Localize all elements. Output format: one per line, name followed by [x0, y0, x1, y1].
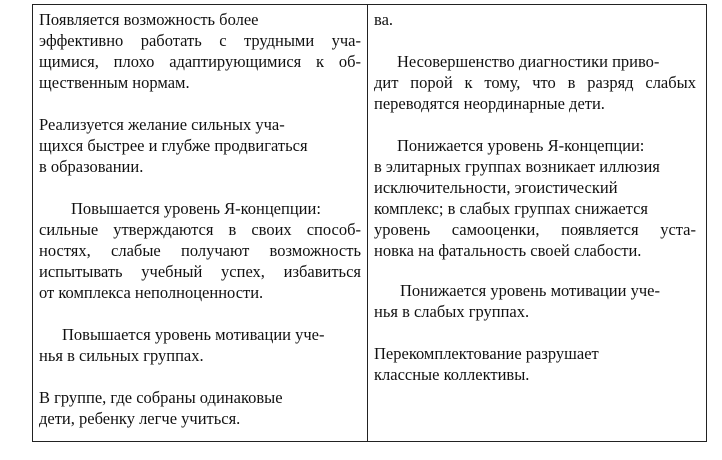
text-line: щественным нормам. — [39, 73, 190, 92]
text-line: уровень самооценки, появляется уста- — [374, 220, 696, 239]
text-line: Повышается уровень Я-концепции: — [71, 199, 321, 218]
text-line: переводятся неординарные дети. — [374, 94, 605, 113]
comparison-table — [32, 4, 707, 442]
text-line: дети, ребенку легче учиться. — [39, 409, 241, 428]
right-paragraph-4 — [374, 280, 696, 322]
text-line: нья в слабых группах. — [374, 302, 530, 321]
left-paragraph-2 — [39, 114, 361, 177]
right-paragraph-5 — [374, 343, 696, 385]
text-line: Понижается уровень мотивации уче- — [400, 281, 660, 300]
text-line: щихся быстрее и глубже продвигаться — [39, 136, 308, 155]
left-column — [33, 5, 368, 441]
text-line: В группе, где собраны одинаковые — [39, 388, 283, 407]
text-line: дит порой к тому, что в разряд слабых — [374, 73, 696, 92]
text-line: ва. — [374, 10, 394, 29]
left-paragraph-1 — [39, 9, 361, 93]
left-paragraph-5 — [39, 387, 361, 429]
left-paragraph-3 — [39, 198, 361, 303]
left-paragraph-4 — [39, 324, 361, 366]
right-paragraph-1 — [374, 9, 696, 30]
text-line: нья в сильных группах. — [39, 346, 204, 365]
text-line: щимися, плохо адаптирующимися к об- — [39, 52, 361, 71]
right-paragraph-3 — [374, 135, 696, 261]
text-line: Появляется возможность более — [39, 10, 259, 29]
text-line: ностях, слабые получают возможность — [39, 241, 361, 260]
text-line: от комплекса неполноценности. — [39, 283, 264, 302]
text-line: классные коллективы. — [374, 365, 530, 384]
text-line: Несовершенство диагностики приво- — [397, 52, 660, 71]
text-line: в образовании. — [39, 157, 144, 176]
text-line: испытывать учебный успех, избавиться — [39, 262, 361, 281]
text-line: Перекомплектование разрушает — [374, 344, 599, 363]
text-line: сильные утверждаются в своих способ- — [39, 220, 361, 239]
text-line: исключительности, эгоистический — [374, 178, 618, 197]
right-paragraph-2 — [374, 51, 696, 114]
text-line: Реализуется желание сильных уча- — [39, 115, 285, 134]
text-line: эффективно работать с трудными уча- — [39, 31, 361, 50]
text-line: новка на фатальность своей слабости. — [374, 241, 642, 260]
right-column — [368, 5, 706, 441]
text-line: комплекс; в слабых группах снижается — [374, 199, 648, 218]
text-line: Понижается уровень Я-концепции: — [397, 136, 645, 155]
text-line: Повышается уровень мотивации уче- — [62, 325, 325, 344]
text-line: в элитарных группах возникает иллюзия — [374, 157, 660, 176]
